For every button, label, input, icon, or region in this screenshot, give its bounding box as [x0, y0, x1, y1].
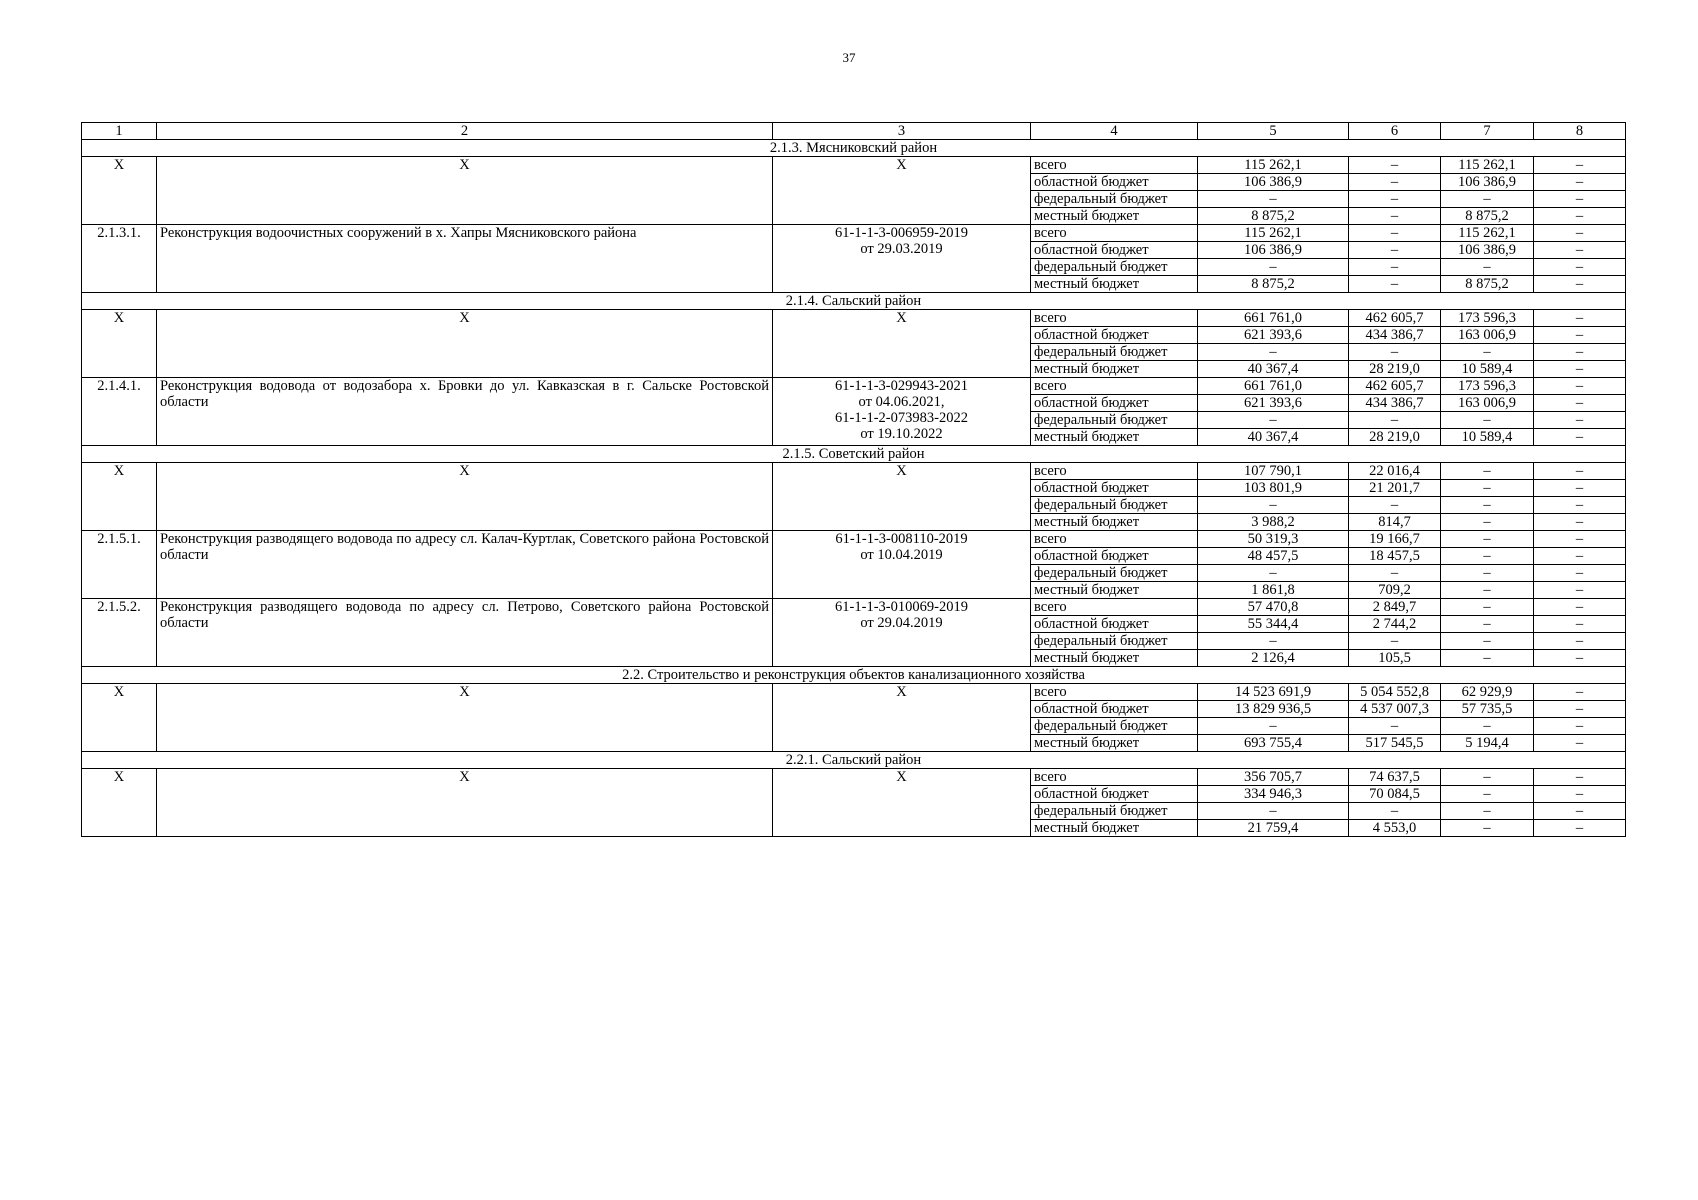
funding-source: федеральный бюджет	[1031, 497, 1198, 514]
amount-c8: –	[1534, 582, 1626, 599]
amount-c8: –	[1534, 701, 1626, 718]
funding-source: федеральный бюджет	[1031, 803, 1198, 820]
amount-c5: 356 705,7	[1198, 769, 1349, 786]
amount-c7: 5 194,4	[1441, 735, 1534, 752]
amount-c6: 4 537 007,3	[1349, 701, 1441, 718]
amount-c7: –	[1441, 582, 1534, 599]
amount-c8: –	[1534, 191, 1626, 208]
amount-c7: 10 589,4	[1441, 429, 1534, 446]
object-code: Х	[82, 769, 157, 837]
amount-c6: –	[1349, 412, 1441, 429]
funding-source: местный бюджет	[1031, 735, 1198, 752]
funding-source: областной бюджет	[1031, 395, 1198, 412]
amount-c7: –	[1441, 480, 1534, 497]
section-title: 2.1.5. Советский район	[82, 446, 1626, 463]
amount-c8: –	[1534, 259, 1626, 276]
funding-source: всего	[1031, 599, 1198, 616]
funding-source: федеральный бюджет	[1031, 191, 1198, 208]
amount-c7: 163 006,9	[1441, 327, 1534, 344]
funding-source: всего	[1031, 310, 1198, 327]
amount-c6: 434 386,7	[1349, 327, 1441, 344]
amount-c8: –	[1534, 548, 1626, 565]
amount-c8: –	[1534, 361, 1626, 378]
funding-source: всего	[1031, 225, 1198, 242]
document-line: Х	[896, 463, 907, 479]
document-line: от 19.10.2022	[860, 426, 943, 442]
amount-c7: 173 596,3	[1441, 378, 1534, 395]
amount-c6: 22 016,4	[1349, 463, 1441, 480]
amount-c8: –	[1534, 650, 1626, 667]
amount-c6: 517 545,5	[1349, 735, 1441, 752]
amount-c5: 50 319,3	[1198, 531, 1349, 548]
amount-c8: –	[1534, 514, 1626, 531]
amount-c8: –	[1534, 395, 1626, 412]
amount-c8: –	[1534, 463, 1626, 480]
table-row	[82, 463, 1626, 480]
table-row	[82, 225, 1626, 242]
funding-source: областной бюджет	[1031, 616, 1198, 633]
section-title-row	[82, 446, 1626, 463]
amount-c5: 48 457,5	[1198, 548, 1349, 565]
funding-source: федеральный бюджет	[1031, 565, 1198, 582]
section-title-row	[82, 752, 1626, 769]
amount-c7: 62 929,9	[1441, 684, 1534, 701]
amount-c5: –	[1198, 191, 1349, 208]
funding-source: местный бюджет	[1031, 650, 1198, 667]
funding-source: всего	[1031, 684, 1198, 701]
column-number: 8	[1534, 123, 1626, 140]
document-reference	[773, 769, 1031, 837]
funding-source: федеральный бюджет	[1031, 344, 1198, 361]
amount-c5: 661 761,0	[1198, 378, 1349, 395]
amount-c6: 5 054 552,8	[1349, 684, 1441, 701]
funding-source: областной бюджет	[1031, 242, 1198, 259]
amount-c7: 115 262,1	[1441, 225, 1534, 242]
column-number-row	[82, 123, 1626, 140]
amount-c5: –	[1198, 718, 1349, 735]
object-name: Х	[157, 684, 773, 752]
funding-source: федеральный бюджет	[1031, 259, 1198, 276]
column-number: 1	[82, 123, 157, 140]
page-number: 37	[842, 50, 856, 65]
amount-c7: –	[1441, 803, 1534, 820]
object-code: Х	[82, 310, 157, 378]
amount-c6: 462 605,7	[1349, 378, 1441, 395]
amount-c7: –	[1441, 259, 1534, 276]
section-title: 2.2. Строительство и реконструкция объектов канализационного хозяйства	[82, 667, 1626, 684]
amount-c5: –	[1198, 259, 1349, 276]
table-row	[82, 769, 1626, 786]
funding-source: областной бюджет	[1031, 548, 1198, 565]
amount-c6: 4 553,0	[1349, 820, 1441, 837]
amount-c5: 115 262,1	[1198, 225, 1349, 242]
document-reference	[773, 463, 1031, 531]
amount-c7: –	[1441, 786, 1534, 803]
document-line: 61-1-1-3-029943-2021	[835, 378, 968, 394]
funding-source: всего	[1031, 463, 1198, 480]
amount-c6: –	[1349, 803, 1441, 820]
amount-c7: –	[1441, 650, 1534, 667]
document-line: 61-1-1-3-010069-2019	[835, 599, 968, 615]
funding-source: федеральный бюджет	[1031, 633, 1198, 650]
amount-c7: –	[1441, 599, 1534, 616]
document-reference	[773, 599, 1031, 667]
amount-c6: –	[1349, 208, 1441, 225]
funding-source: всего	[1031, 378, 1198, 395]
amount-c6: –	[1349, 344, 1441, 361]
amount-c6: 74 637,5	[1349, 769, 1441, 786]
funding-source: областной бюджет	[1031, 174, 1198, 191]
amount-c5: 334 946,3	[1198, 786, 1349, 803]
object-name: Х	[157, 310, 773, 378]
amount-c6: –	[1349, 259, 1441, 276]
funding-source: областной бюджет	[1031, 480, 1198, 497]
amount-c8: –	[1534, 769, 1626, 786]
funding-source: всего	[1031, 531, 1198, 548]
document-reference	[773, 378, 1031, 446]
amount-c5: 14 523 691,9	[1198, 684, 1349, 701]
section-title: 2.1.3. Мясниковский район	[82, 140, 1626, 157]
amount-c7: –	[1441, 718, 1534, 735]
amount-c8: –	[1534, 208, 1626, 225]
object-name: Х	[157, 769, 773, 837]
amount-c6: 28 219,0	[1349, 361, 1441, 378]
object-name: Реконструкция водовода от водозабора х. Бровки до ул. Кавказская в г. Сальске Ростовской области	[157, 378, 773, 446]
column-number: 3	[773, 123, 1031, 140]
amount-c5: 106 386,9	[1198, 174, 1349, 191]
amount-c5: 661 761,0	[1198, 310, 1349, 327]
amount-c6: –	[1349, 497, 1441, 514]
amount-c8: –	[1534, 803, 1626, 820]
table-row	[82, 310, 1626, 327]
amount-c5: –	[1198, 633, 1349, 650]
object-code: Х	[82, 157, 157, 225]
section-title-row	[82, 293, 1626, 310]
funding-source: областной бюджет	[1031, 327, 1198, 344]
document-line: от 04.06.2021,	[858, 394, 945, 410]
amount-c5: 107 790,1	[1198, 463, 1349, 480]
amount-c5: 40 367,4	[1198, 361, 1349, 378]
amount-c7: 106 386,9	[1441, 242, 1534, 259]
document-reference	[773, 157, 1031, 225]
object-name: Х	[157, 157, 773, 225]
table-row	[82, 531, 1626, 548]
amount-c7: –	[1441, 497, 1534, 514]
funding-source: областной бюджет	[1031, 786, 1198, 803]
document-line: Х	[896, 310, 907, 326]
amount-c8: –	[1534, 242, 1626, 259]
funding-source: федеральный бюджет	[1031, 412, 1198, 429]
funding-source: всего	[1031, 769, 1198, 786]
amount-c5: 106 386,9	[1198, 242, 1349, 259]
amount-c7: 8 875,2	[1441, 276, 1534, 293]
funding-source: местный бюджет	[1031, 820, 1198, 837]
table-row	[82, 684, 1626, 701]
amount-c7: –	[1441, 769, 1534, 786]
column-number: 6	[1349, 123, 1441, 140]
amount-c5: 3 988,2	[1198, 514, 1349, 531]
amount-c6: 709,2	[1349, 582, 1441, 599]
amount-c5: 13 829 936,5	[1198, 701, 1349, 718]
amount-c7: 106 386,9	[1441, 174, 1534, 191]
amount-c8: –	[1534, 497, 1626, 514]
document-line: от 10.04.2019	[860, 547, 943, 563]
amount-c6: 462 605,7	[1349, 310, 1441, 327]
amount-c8: –	[1534, 157, 1626, 174]
document-line: от 29.04.2019	[860, 615, 943, 631]
amount-c8: –	[1534, 378, 1626, 395]
amount-c8: –	[1534, 735, 1626, 752]
amount-c8: –	[1534, 633, 1626, 650]
amount-c6: 70 084,5	[1349, 786, 1441, 803]
amount-c8: –	[1534, 327, 1626, 344]
amount-c8: –	[1534, 616, 1626, 633]
amount-c6: –	[1349, 174, 1441, 191]
amount-c6: –	[1349, 718, 1441, 735]
document-line: от 29.03.2019	[860, 241, 943, 257]
table-row	[82, 378, 1626, 395]
amount-c5: 57 470,8	[1198, 599, 1349, 616]
column-number: 4	[1031, 123, 1198, 140]
amount-c8: –	[1534, 344, 1626, 361]
amount-c7: 163 006,9	[1441, 395, 1534, 412]
amount-c5: –	[1198, 803, 1349, 820]
amount-c7: –	[1441, 820, 1534, 837]
amount-c7: –	[1441, 531, 1534, 548]
amount-c6: –	[1349, 633, 1441, 650]
document-line: Х	[896, 684, 907, 700]
document-reference	[773, 225, 1031, 293]
amount-c5: 103 801,9	[1198, 480, 1349, 497]
amount-c7: –	[1441, 548, 1534, 565]
amount-c6: –	[1349, 565, 1441, 582]
funding-source: областной бюджет	[1031, 701, 1198, 718]
amount-c8: –	[1534, 684, 1626, 701]
amount-c5: 8 875,2	[1198, 276, 1349, 293]
document-line: Х	[896, 157, 907, 173]
object-code: Х	[82, 684, 157, 752]
amount-c6: –	[1349, 225, 1441, 242]
amount-c5: 2 126,4	[1198, 650, 1349, 667]
amount-c8: –	[1534, 225, 1626, 242]
amount-c8: –	[1534, 480, 1626, 497]
amount-c8: –	[1534, 820, 1626, 837]
amount-c5: 8 875,2	[1198, 208, 1349, 225]
column-number: 7	[1441, 123, 1534, 140]
object-code: 2.1.4.1.	[82, 378, 157, 446]
object-code: 2.1.5.1.	[82, 531, 157, 599]
object-name: Реконструкция водоочистных сооружений в х. Хапры Мясниковского района	[157, 225, 773, 293]
document-reference	[773, 531, 1031, 599]
amount-c5: 55 344,4	[1198, 616, 1349, 633]
object-name: Реконструкция разводящего водовода по адресу сл. Калач-Куртлак, Советского района Ростовской области	[157, 531, 773, 599]
section-title: 2.1.4. Сальский район	[82, 293, 1626, 310]
document-reference	[773, 684, 1031, 752]
section-title-row	[82, 140, 1626, 157]
amount-c8: –	[1534, 565, 1626, 582]
amount-c5: 693 755,4	[1198, 735, 1349, 752]
amount-c8: –	[1534, 174, 1626, 191]
amount-c6: 2 744,2	[1349, 616, 1441, 633]
table-row	[82, 599, 1626, 616]
document-line: 61-1-1-3-006959-2019	[835, 225, 968, 241]
document-reference	[773, 310, 1031, 378]
object-code: Х	[82, 463, 157, 531]
amount-c7: –	[1441, 514, 1534, 531]
amount-c7: –	[1441, 463, 1534, 480]
amount-c6: 814,7	[1349, 514, 1441, 531]
amount-c5: 621 393,6	[1198, 395, 1349, 412]
amount-c6: –	[1349, 242, 1441, 259]
funding-source: местный бюджет	[1031, 361, 1198, 378]
funding-source: федеральный бюджет	[1031, 718, 1198, 735]
amount-c8: –	[1534, 718, 1626, 735]
amount-c5: 1 861,8	[1198, 582, 1349, 599]
amount-c6: –	[1349, 191, 1441, 208]
funding-source: местный бюджет	[1031, 514, 1198, 531]
amount-c6: –	[1349, 157, 1441, 174]
column-number: 2	[157, 123, 773, 140]
amount-c8: –	[1534, 412, 1626, 429]
section-title: 2.2.1. Сальский район	[82, 752, 1626, 769]
document-line: Х	[896, 769, 907, 785]
amount-c8: –	[1534, 276, 1626, 293]
amount-c6: 21 201,7	[1349, 480, 1441, 497]
amount-c8: –	[1534, 786, 1626, 803]
amount-c7: –	[1441, 412, 1534, 429]
budget-table	[81, 122, 1626, 837]
amount-c6: 105,5	[1349, 650, 1441, 667]
amount-c7: 173 596,3	[1441, 310, 1534, 327]
section-title-row	[82, 667, 1626, 684]
document-line: 61-1-1-2-073983-2022	[835, 410, 968, 426]
object-name: Реконструкция разводящего водовода по адресу сл. Петрово, Советского района Ростовской области	[157, 599, 773, 667]
amount-c5: –	[1198, 412, 1349, 429]
funding-source: местный бюджет	[1031, 208, 1198, 225]
amount-c6: 19 166,7	[1349, 531, 1441, 548]
object-name: Х	[157, 463, 773, 531]
funding-source: местный бюджет	[1031, 429, 1198, 446]
amount-c8: –	[1534, 531, 1626, 548]
amount-c8: –	[1534, 310, 1626, 327]
table-body	[82, 123, 1626, 837]
funding-source: всего	[1031, 157, 1198, 174]
amount-c6: –	[1349, 276, 1441, 293]
document-line: 61-1-1-3-008110-2019	[835, 531, 968, 547]
amount-c7: 10 589,4	[1441, 361, 1534, 378]
amount-c5: 115 262,1	[1198, 157, 1349, 174]
object-code: 2.1.3.1.	[82, 225, 157, 293]
amount-c7: –	[1441, 191, 1534, 208]
table-row	[82, 157, 1626, 174]
amount-c6: 434 386,7	[1349, 395, 1441, 412]
amount-c8: –	[1534, 599, 1626, 616]
amount-c5: –	[1198, 497, 1349, 514]
amount-c7: 8 875,2	[1441, 208, 1534, 225]
amount-c7: –	[1441, 344, 1534, 361]
amount-c6: 28 219,0	[1349, 429, 1441, 446]
amount-c5: 40 367,4	[1198, 429, 1349, 446]
funding-source: местный бюджет	[1031, 582, 1198, 599]
amount-c7: 57 735,5	[1441, 701, 1534, 718]
amount-c8: –	[1534, 429, 1626, 446]
column-number: 5	[1198, 123, 1349, 140]
amount-c5: –	[1198, 565, 1349, 582]
amount-c7: 115 262,1	[1441, 157, 1534, 174]
amount-c7: –	[1441, 616, 1534, 633]
amount-c5: 621 393,6	[1198, 327, 1349, 344]
amount-c6: 18 457,5	[1349, 548, 1441, 565]
amount-c7: –	[1441, 565, 1534, 582]
amount-c5: 21 759,4	[1198, 820, 1349, 837]
object-code: 2.1.5.2.	[82, 599, 157, 667]
amount-c5: –	[1198, 344, 1349, 361]
amount-c7: –	[1441, 633, 1534, 650]
amount-c6: 2 849,7	[1349, 599, 1441, 616]
funding-source: местный бюджет	[1031, 276, 1198, 293]
